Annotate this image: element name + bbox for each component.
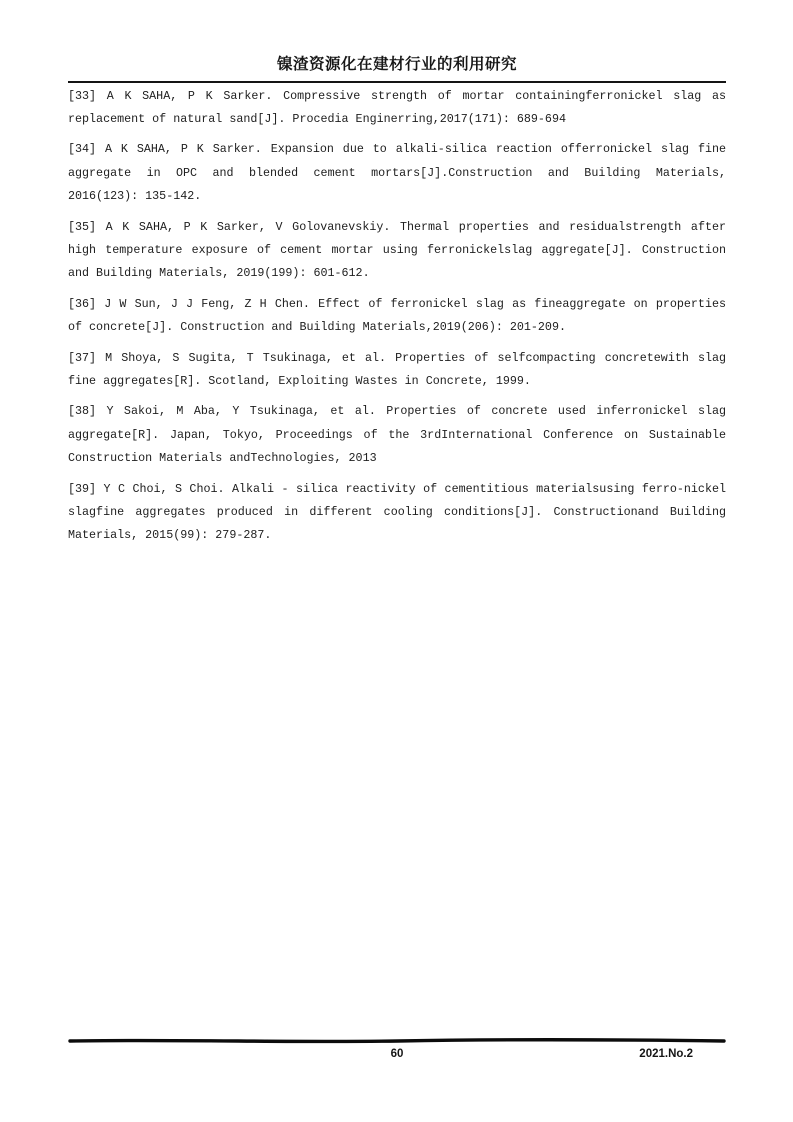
reference-item [68,478,726,548]
reference-line: aggregate[R]. Japan, Tokyo, Proceedings of the 3rdInternational Conference on Sustainable [68,427,726,442]
page-title: 镍渣资源化在建材行业的利用研究 [276,56,517,73]
reference-line: slagfine aggregates produced in different cooling conditions[J]. Constructionand Building [68,504,726,519]
reference-line: high temperature exposure of cement mortar using ferronickelslag aggregate[J]. Construction [68,242,726,257]
reference-item [68,400,726,470]
reference-line: [35] A K SAHA, P K Sarker, V Golovanevskiy. Thermal properties and residualstrength after [68,219,726,234]
reference-line: replacement of natural sand[J]. Procedia Enginerring,2017(171): 689-694 [68,111,566,126]
reference-item [68,347,726,393]
journal-issue-label: 2021.No.2 [639,1048,693,1060]
reference-line: fine aggregates[R]. Scotland, Exploiting Wastes in Concrete, 1999. [68,373,531,388]
reference-line: [36] J W Sun, J J Feng, Z H Chen. Effect of ferronickel slag as fineaggregate on properties [68,296,726,311]
reference-item [68,293,726,339]
reference-item [68,138,726,208]
reference-line: Construction Materials andTechnologies, 2013 [68,450,377,465]
footer-rule [68,1037,726,1045]
reference-line: [38] Y Sakoi, M Aba, Y Tsukinaga, et al. Properties of concrete used inferronickel slag [68,404,726,419]
reference-line: and Building Materials, 2019(199): 601-612. [68,265,370,280]
header-rule [68,81,726,83]
reference-line: aggregate in OPC and blended cement mortars[J].Construction and Building Materials, [68,165,726,180]
reference-item [68,85,726,131]
reference-line: [39] Y C Choi, S Choi. Alkali - silica reactivity of cementitious materialsusing ferro-nickel [68,481,726,496]
reference-line: of concrete[J]. Construction and Building Materials,2019(206): 201-209. [68,319,566,334]
reference-line: [37] M Shoya, S Sugita, T Tsukinaga, et al. Properties of selfcompacting concretewith slag [68,350,726,365]
reference-item [68,216,726,286]
reference-line: Materials, 2015(99): 279-287. [68,527,272,542]
references-list [68,85,726,555]
page-number: 60 [390,1048,404,1060]
footer-texts [68,1046,726,1062]
reference-line: [34] A K SAHA, P K Sarker. Expansion due to alkali-silica reaction offerronickel slag fine [68,142,726,157]
reference-line: 2016(123): 135-142. [68,188,202,203]
page-footer [68,1037,726,1062]
reference-line: [33] A K SAHA, P K Sarker. Compressive strength of mortar containingferronickel slag as [68,88,726,103]
page-header [68,52,726,83]
